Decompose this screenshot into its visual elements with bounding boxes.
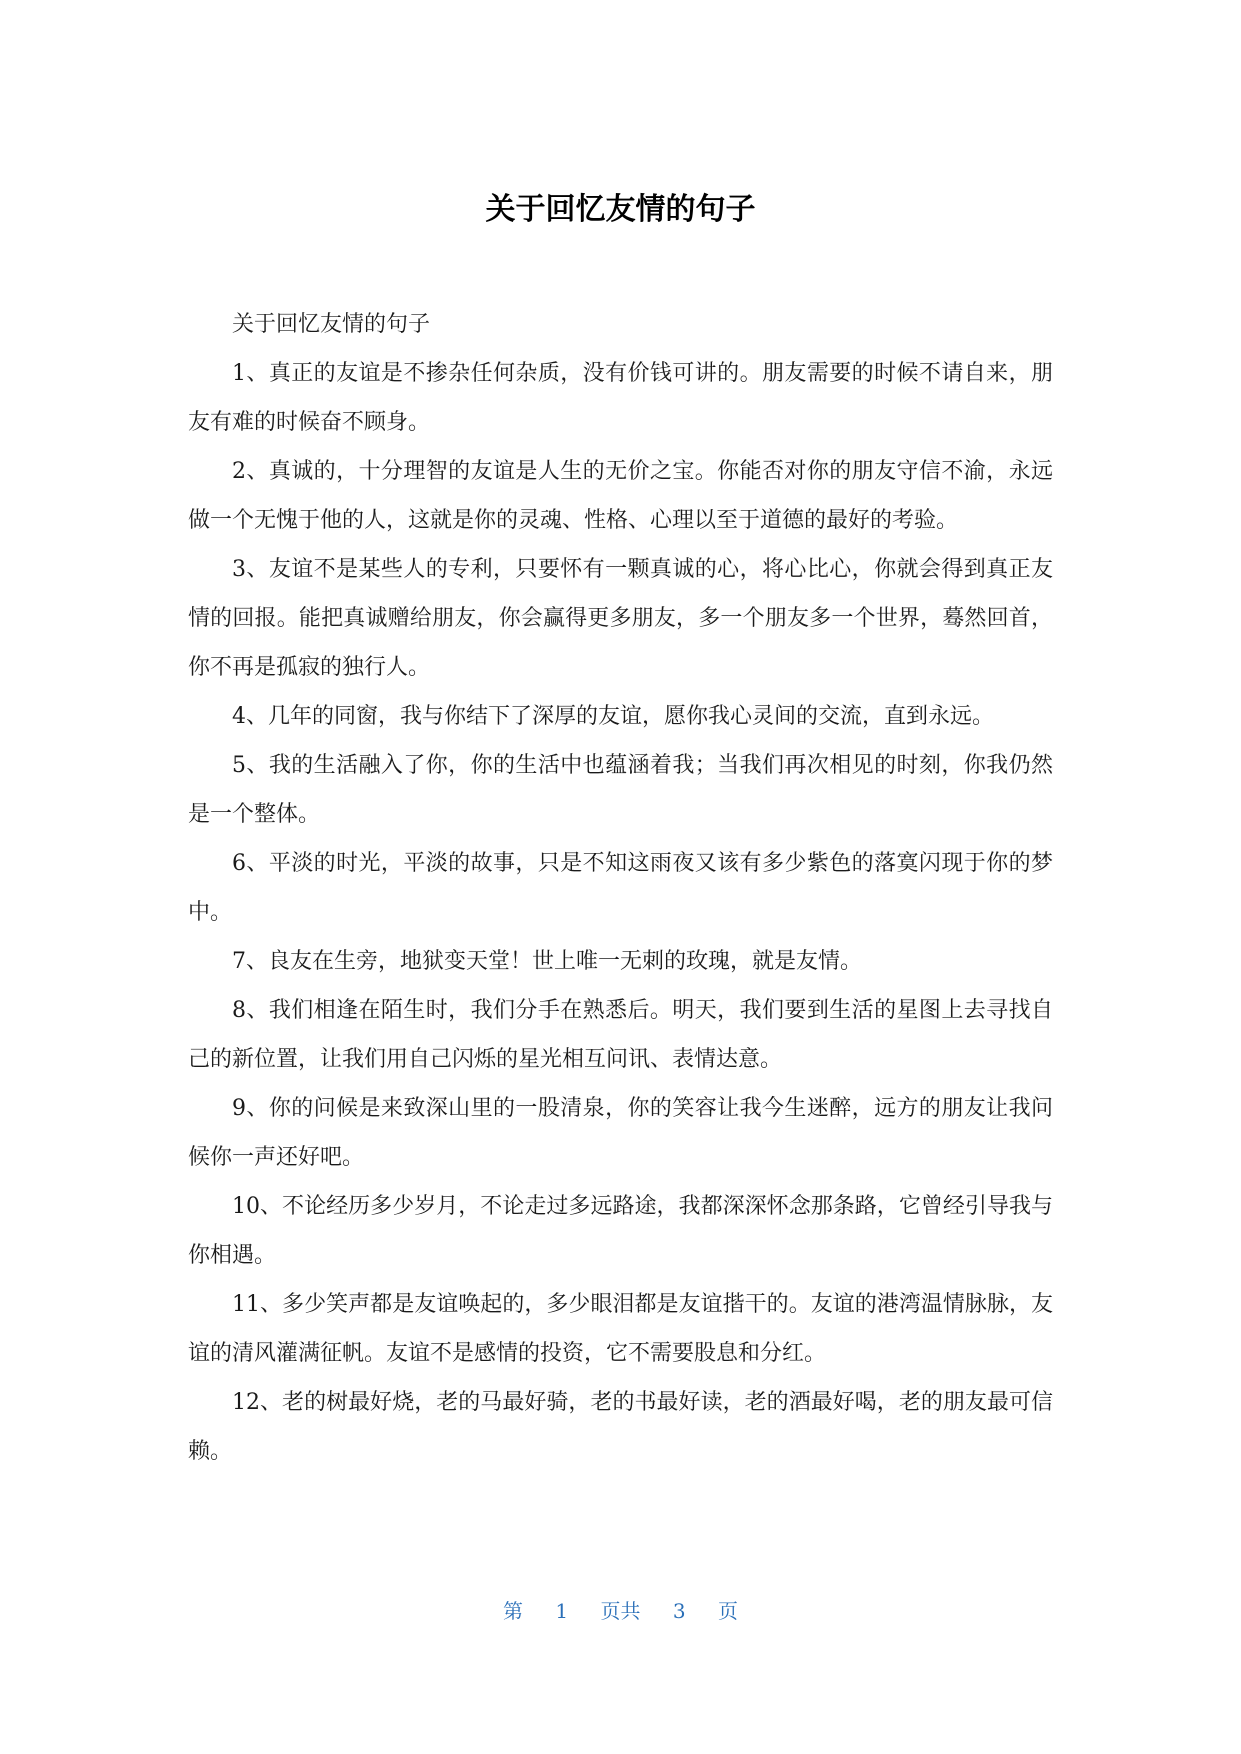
paragraph-5: 5、我的生活融入了你，你的生活中也蕴涵着我；当我们再次相见的时刻，你我仍然是一个整体。	[188, 753, 1053, 827]
footer-total-pages: 3	[672, 1599, 686, 1623]
paragraph-2: 2、真诚的，十分理智的友谊是人生的无价之宝。你能否对你的朋友守信不渝，永远做一个无愧于他的人，这就是你的灵魂、性格、心理以至于道德的最好的考验。	[188, 459, 1053, 533]
footer-current-page: 1	[555, 1599, 569, 1623]
page-title: 关于回忆友情的句子	[485, 192, 756, 227]
paragraph-4: 4、几年的同窗，我与你结下了深厚的友谊，愿你我心灵间的交流，直到永远。	[232, 704, 994, 729]
paragraph-1: 1、真正的友谊是不掺杂任何杂质，没有价钱可讲的。朋友需要的时候不请自来，朋友有难的时候奋不顾身。	[188, 361, 1053, 435]
document-subtitle: 关于回忆友情的句子	[232, 312, 431, 337]
paragraph-8: 8、我们相逢在陌生时，我们分手在熟悉后。明天，我们要到生活的星图上去寻找自己的新位置，让我们用自己闪烁的星光相互问讯、表情达意。	[188, 998, 1053, 1072]
document-body	[188, 300, 1053, 1476]
footer-label-page: 第	[503, 1599, 524, 1623]
paragraph-12: 12、老的树最好烧，老的马最好骑，老的书最好读，老的酒最好喝，老的朋友最可信赖。	[188, 1390, 1053, 1464]
paragraph-11: 11、多少笑声都是友谊唤起的，多少眼泪都是友谊揩干的。友谊的港湾温情脉脉，友谊的清风灌满征帆。友谊不是感情的投资，它不需要股息和分红。	[188, 1292, 1053, 1366]
paragraph-6: 6、平淡的时光，平淡的故事，只是不知这雨夜又该有多少紫色的落寞闪现于你的梦中。	[188, 851, 1053, 925]
footer-label-end: 页	[717, 1599, 738, 1623]
paragraph-10: 10、不论经历多少岁月，不论走过多远路途，我都深深怀念那条路，它曾经引导我与你相遇。	[188, 1194, 1053, 1268]
footer-label-of: 页共	[600, 1599, 641, 1623]
paragraph-7: 7、良友在生旁，地狱变天堂！世上唯一无刺的玫瑰，就是友情。	[232, 949, 862, 974]
paragraph-3: 3、友谊不是某些人的专利，只要怀有一颗真诚的心，将心比心，你就会得到真正友情的回报。能把真诚赠给朋友，你会赢得更多朋友，多一个朋友多一个世界，蓦然回首，你不再是孤寂的独行人。	[188, 557, 1053, 680]
paragraph-9: 9、你的问候是来致深山里的一股清泉，你的笑容让我今生迷醉，远方的朋友让我问候你一声还好吧。	[188, 1096, 1053, 1170]
page-number-footer	[0, 1597, 1241, 1625]
